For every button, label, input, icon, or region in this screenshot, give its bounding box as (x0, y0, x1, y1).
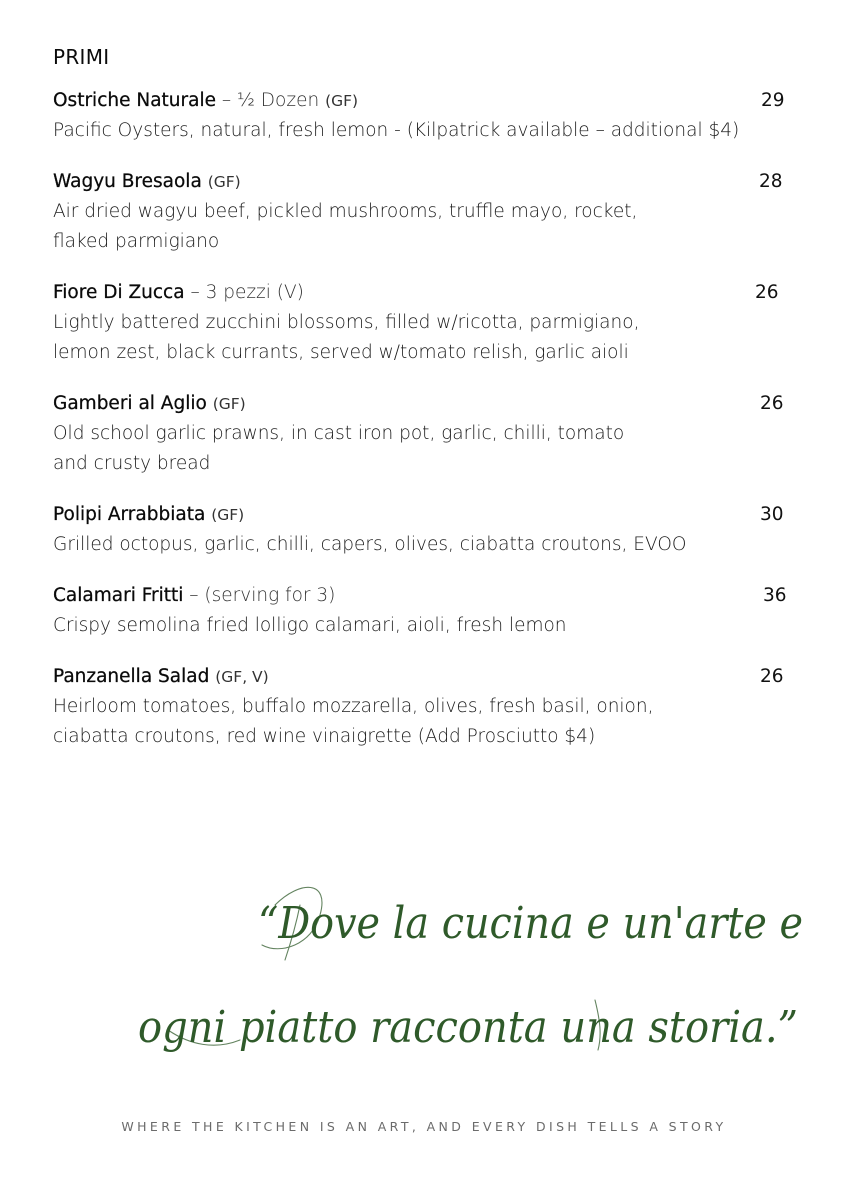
section-title: PRIMI (53, 45, 110, 69)
dietary-tag: (GF, V) (215, 668, 269, 686)
item-description-line: Crispy semolina fried lolligo calamari, aioli, fresh lemon (53, 615, 567, 636)
item-description-line: Grilled octopus, garlic, chilli, capers, olives, ciabatta croutons, EVOO (53, 534, 687, 555)
item-price: 26 (760, 666, 784, 687)
item-description-line: ciabatta croutons, red wine vinaigrette (Add Prosciutto $4) (53, 726, 596, 747)
dietary-tag: (GF) (207, 173, 241, 191)
item-name: Polipi Arrabbiata (53, 504, 206, 525)
item-description-line: Air dried wagyu beef, pickled mushrooms, truffle mayo, rocket, (53, 201, 638, 222)
item-description-line: lemon zest, black currants, served w/tomato relish, garlic aioli (53, 342, 629, 363)
item-description-line: Pacific Oysters, natural, fresh lemon - (Kilpatrick available – additional $4) (53, 120, 740, 141)
item-price: 36 (763, 585, 787, 606)
tagline: WHERE THE KITCHEN IS AN ART, AND EVERY DISH TELLS A STORY (121, 1119, 727, 1134)
item-description-line: flaked parmigiano (53, 231, 220, 252)
item-name: Calamari Fritti (53, 585, 184, 606)
item-description-line: Lightly battered zucchini blossoms, filled w/ricotta, parmigiano, (53, 312, 640, 333)
item-note: – (serving for 3) (183, 585, 336, 606)
dietary-tag: (GF) (211, 506, 245, 524)
item-price: 29 (761, 90, 785, 111)
item-price: 26 (755, 282, 779, 303)
item-name: Panzanella Salad (53, 666, 210, 687)
item-name: Wagyu Bresaola (53, 171, 202, 192)
item-description-line: and crusty bread (53, 453, 211, 474)
item-note: – 3 pezzi (V) (184, 282, 304, 303)
item-name: Fiore Di Zucca (53, 282, 185, 303)
item-name: Ostriche Naturale (53, 90, 216, 111)
item-name: Gamberi al Aglio (53, 393, 207, 414)
item-price: 28 (759, 171, 783, 192)
item-description-line: Old school garlic prawns, in cast iron pot, garlic, chilli, tomato (53, 423, 625, 444)
item-description-line: Heirloom tomatoes, buffalo mozzarella, olives, fresh basil, onion, (53, 696, 654, 717)
dietary-tag: (GF) (212, 395, 246, 413)
item-price: 26 (760, 393, 784, 414)
quote-line-1: “Dove la cucina e un'arte e (258, 898, 803, 949)
dietary-tag: (GF) (325, 92, 359, 110)
quote-line-2: ogni piatto racconta una storia.” (138, 1002, 798, 1053)
item-price: 30 (760, 504, 784, 525)
item-note: – ½ Dozen (215, 90, 326, 111)
